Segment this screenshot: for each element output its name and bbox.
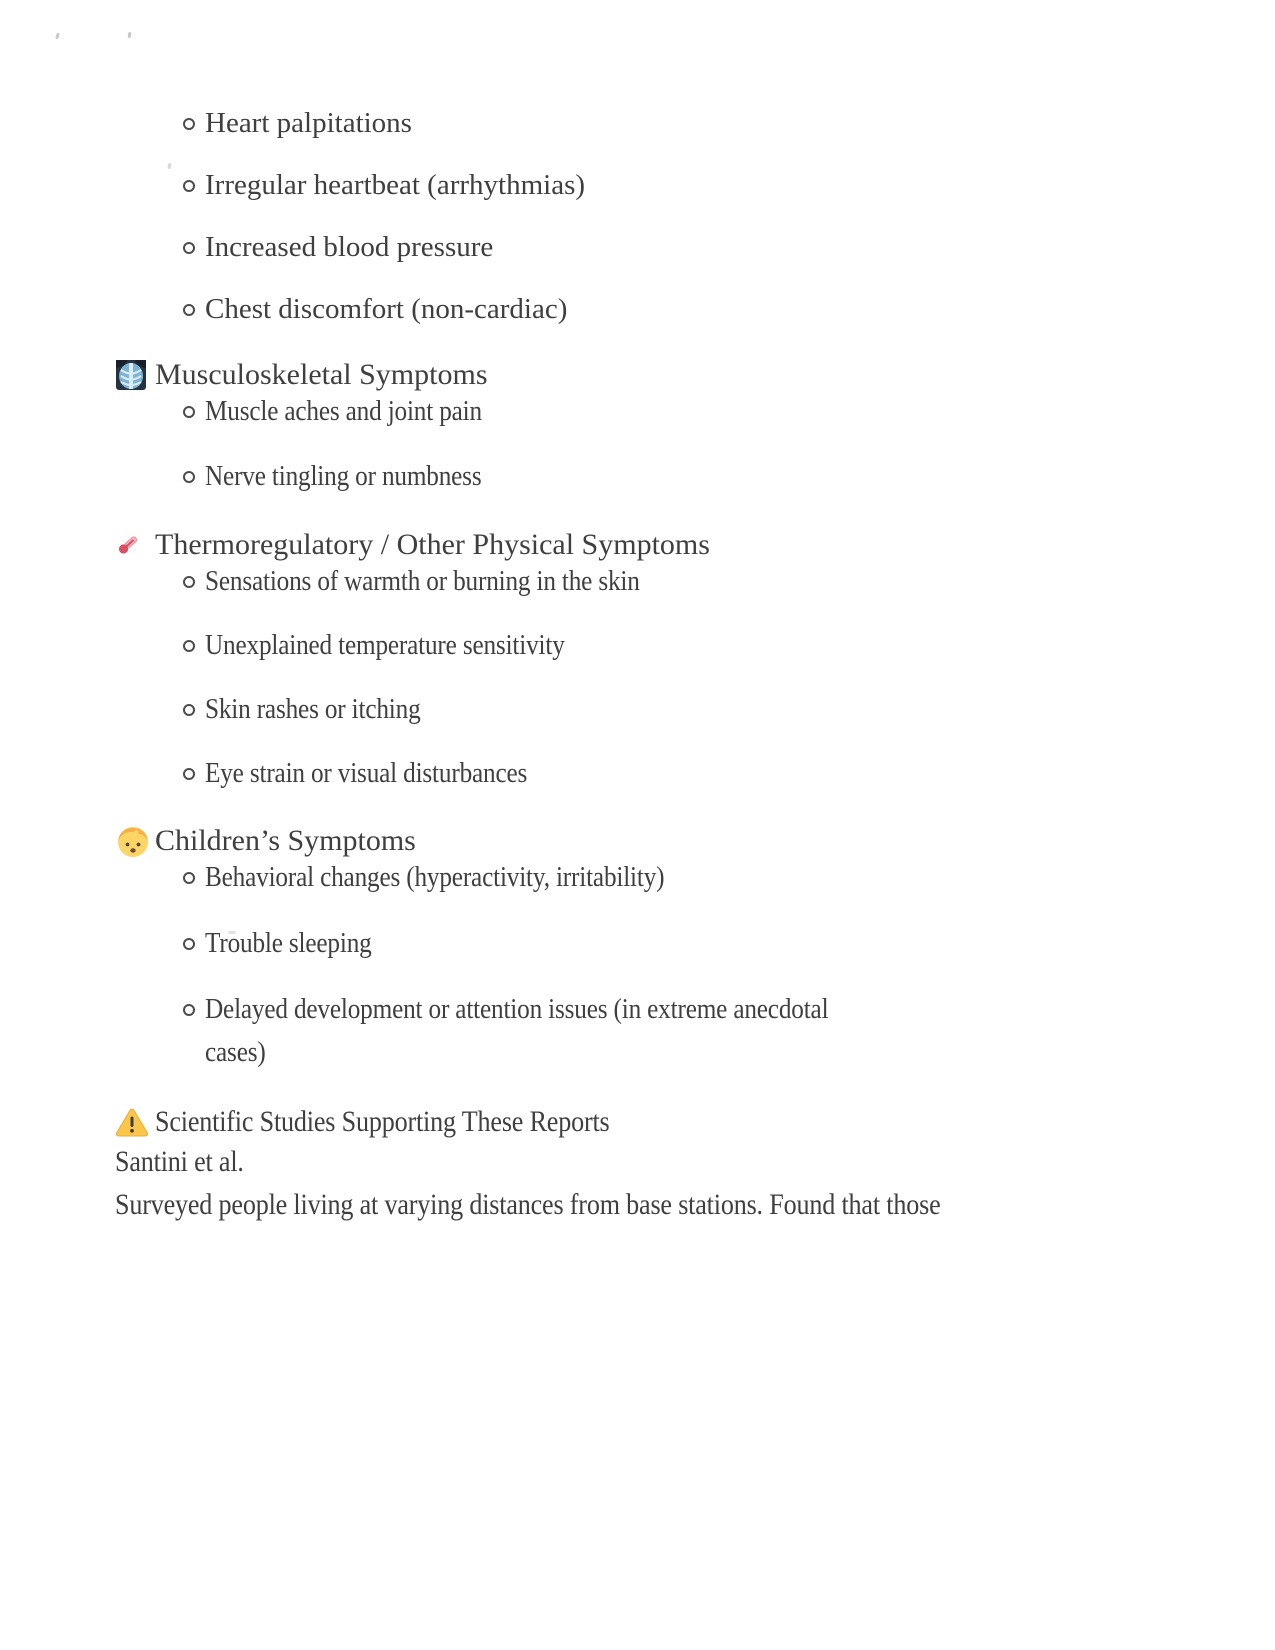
thermoregulatory-symptom-list: [0, 565, 1275, 790]
section-heading-text: Scientific Studies Supporting These Reports: [155, 1105, 610, 1138]
list-item-text: Trouble sleeping: [205, 927, 372, 959]
section-heading-text: Children’s Symptoms: [155, 824, 416, 857]
list-item-text: Irregular heartbeat (arrhythmias): [205, 169, 586, 201]
xray-icon: [115, 359, 155, 391]
section-heading-musculoskeletal: [115, 355, 1275, 395]
list-item-text: Chest discomfort (non-cardiac): [205, 293, 568, 325]
section-heading-children: [115, 821, 1275, 861]
children-symptom-list: [0, 861, 1275, 1069]
list-item-text: Behavioral changes (hyperactivity, irritability): [205, 861, 665, 893]
list-item-text: Eye strain or visual disturbances: [205, 757, 528, 789]
study-author-line: Santini et al.: [115, 1145, 244, 1178]
list-item-text: Unexplained temperature sensitivity: [205, 629, 565, 661]
cardiac-symptom-list: [0, 107, 1275, 326]
list-item: [181, 107, 1275, 140]
list-item-text: Skin rashes or itching: [205, 693, 421, 725]
list-item: [181, 757, 1275, 790]
list-item: [181, 927, 1275, 960]
list-item: [181, 231, 1275, 264]
list-item-text: Nerve tingling or numbness: [205, 460, 482, 492]
section-heading-thermoregulatory: [115, 525, 1275, 565]
list-item: [181, 629, 1275, 662]
list-item-text: Sensations of warmth or burning in the skin: [205, 565, 640, 597]
list-item: [181, 693, 1275, 726]
baby-icon: [115, 823, 155, 859]
list-item-text: Delayed development or attention issues (in extreme anecdotal: [205, 993, 829, 1025]
warning-icon: [115, 1107, 155, 1138]
list-item: [181, 169, 1275, 202]
list-item-text: Muscle aches and joint pain: [205, 395, 482, 427]
scan-speck: [128, 32, 132, 38]
list-item: [181, 460, 1275, 493]
list-item-text-line2: cases): [205, 1036, 266, 1068]
study-description-line: Surveyed people living at varying distances from base stations. Found that those: [115, 1188, 941, 1221]
section-heading-text: Thermoregulatory / Other Physical Symptoms: [155, 528, 710, 561]
list-item-text: Heart palpitations: [205, 107, 412, 139]
musculoskeletal-symptom-list: [0, 395, 1275, 493]
thermometer-icon: [115, 532, 155, 558]
list-item: [181, 861, 1275, 894]
section-heading-studies: [115, 1102, 1275, 1142]
list-item: [181, 395, 1275, 428]
list-item: [181, 293, 1275, 326]
section-heading-text: Musculoskeletal Symptoms: [155, 358, 488, 391]
list-item: [181, 565, 1275, 598]
list-item-text: Increased blood pressure: [205, 231, 494, 263]
list-item: [181, 993, 1275, 1069]
scan-speck: [55, 33, 60, 40]
